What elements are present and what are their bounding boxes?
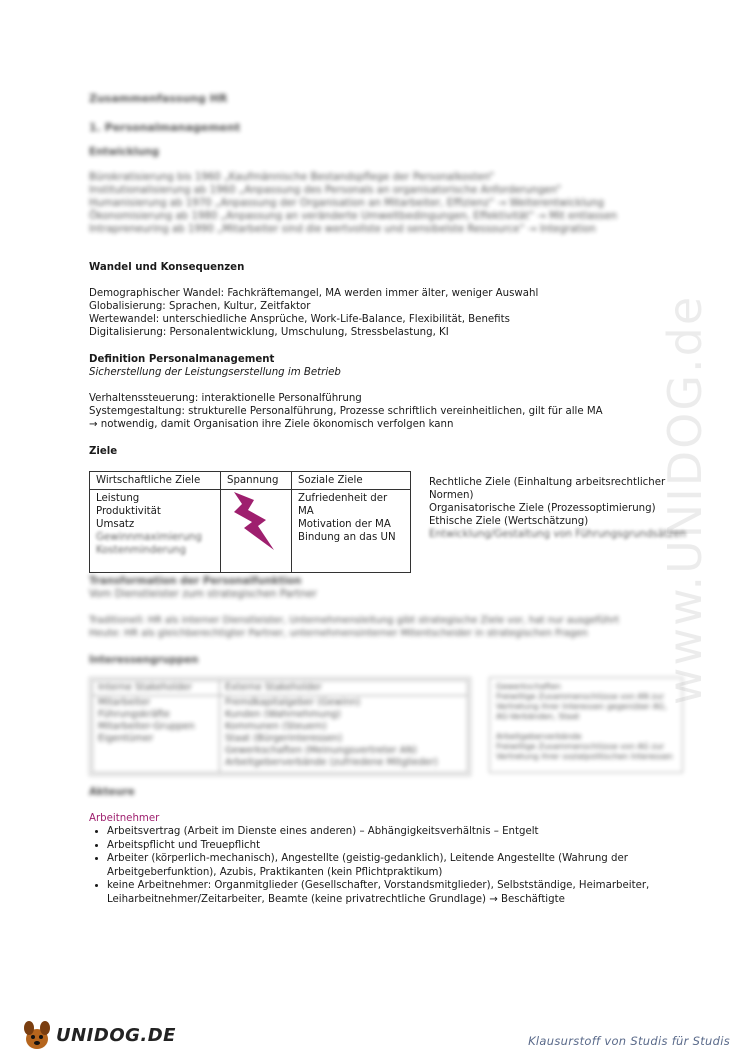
section-arbeitnehmer xyxy=(89,812,689,906)
stakeholder-table xyxy=(92,680,468,773)
stake-item: Mitarbeiter xyxy=(98,697,151,708)
stake-item: Kunden (Wahrnehmung) xyxy=(225,709,341,720)
box-line: Vertretung ihrer sozialpolitischen Interessen xyxy=(496,752,673,761)
text-line: Wertewandel: unterschiedliche Ansprüche, Work-Life-Balance, Flexibilität, Benefits xyxy=(89,314,510,325)
text-line: Digitalisierung: Personalentwicklung, Umschulung, Stressbelastung, KI xyxy=(89,327,449,338)
text-line: Traditionell: HR als interner Dienstleister, Unternehmensleitung gibt strategische Ziele vor, hat nur ausgeführt xyxy=(89,615,619,626)
stake-item: Führungskräfte xyxy=(98,709,170,720)
doc-title: Zusammenfassung HR xyxy=(89,92,228,105)
text-line: → notwendig, damit Organisation ihre Ziele ökonomisch verfolgen kann xyxy=(89,419,454,430)
text-line: Globalisierung: Sprachen, Kultur, Zeitfaktor xyxy=(89,301,311,312)
goal-item: Motivation der MA xyxy=(298,519,391,530)
logo-text: UNIDOG.DE xyxy=(56,1024,176,1046)
text-line: Verhaltenssteuerung: interaktionelle Personalführung xyxy=(89,393,362,404)
goal-item-blurred: Gewinnmaximierung xyxy=(96,532,202,543)
goal-item: Umsatz xyxy=(96,519,135,530)
goal-item: Zufriedenheit der MA xyxy=(298,493,388,517)
list-item: • Arbeitsvertrag (Arbeit im Dienste eines anderen) – Abhängigkeitsverhältnis – Entgelt xyxy=(107,825,689,839)
section-title: 1. Personalmanagement xyxy=(89,121,241,134)
section-definition xyxy=(89,353,603,431)
stake-item: Mitarbeiter-Gruppen xyxy=(98,721,195,732)
heading-ziele: Ziele xyxy=(89,446,118,457)
box-line: AG-Verbänden, Staat xyxy=(496,712,580,721)
transformation-subtitle: Vom Dienstleister zum strategischen Partner xyxy=(89,589,317,600)
box-line: Gewerkschaften xyxy=(496,682,561,691)
box-line: Freiwillige Zusammenschlüsse von AG zur xyxy=(496,742,665,751)
text-line: Systemgestaltung: strukturelle Personalführung, Prozesse schriftlich vereinheitlichen, gilt für alle MA xyxy=(89,406,603,417)
side-goals xyxy=(429,476,686,541)
external-cell xyxy=(220,696,468,773)
text-line: Demographischer Wandel: Fachkräftemangel, MA werden immer älter, weniger Auswahl xyxy=(89,288,539,299)
heading-interessengruppen: Interessengruppen xyxy=(89,655,199,666)
stake-item: Eigentümer xyxy=(98,733,154,744)
header-soziale-ziele: Soziale Ziele xyxy=(292,472,411,490)
stake-item: Kommunen (Steuern) xyxy=(225,721,327,732)
text-line: Intrapreneuring ab 1990 „Mitarbeiter sind die wertvollste und sensibelste Ressource“ → Integration xyxy=(89,224,596,235)
text-line: Bürokratisierung bis 1960 „Kaufmännische Bestandspflege der Personalkosten“ xyxy=(89,172,495,183)
unidog-logo xyxy=(20,1018,176,1052)
header-internal: Interne Stakeholder xyxy=(93,681,220,696)
list-item: • keine Arbeitnehmer: Organmitglieder (Gesellschafter, Vorstandsmitglieder), Selbstständige, Heimarbeiter, Leiharbeitnehmer/Zeitarbeiter, Beamte (keine privatrechtliche Grundlage) → Beschäftigte xyxy=(107,879,689,906)
heading-wandel: Wandel und Konsequenzen xyxy=(89,262,245,273)
header-wirtschaftliche-ziele: Wirtschaftliche Ziele xyxy=(90,472,221,490)
arbeitnehmer-list xyxy=(89,825,689,906)
watermark: www.UNIDOG.de xyxy=(658,294,712,706)
text-line: Institutionalisierung ab 1960 „Anpassung des Personals an organisatorische Anforderungen“ xyxy=(89,185,562,196)
subhead-entwicklung: Entwicklung xyxy=(89,147,160,158)
blurred-intro xyxy=(89,92,617,236)
stake-item: Staat (Bürgerinteressen) xyxy=(225,733,343,744)
text-line: Organisatorische Ziele (Prozessoptimierung) xyxy=(429,503,656,514)
internal-cell xyxy=(93,696,220,773)
definition-subtitle: Sicherstellung der Leistungserstellung im Betrieb xyxy=(89,367,341,378)
stake-item: Arbeitgeberverbände (zufriedene Mitglieder) xyxy=(225,757,438,768)
heading-akteure: Akteure xyxy=(89,787,135,798)
goal-item: Produktivität xyxy=(96,506,161,517)
text-line: Ethische Ziele (Wertschätzung) xyxy=(429,516,589,527)
list-item: • Arbeiter (körperlich-mechanisch), Angestellte (geistig-gedanklich), Leitende Angestellte (Wahrung der Arbeitgeberfunktion), Azubis, Praktikanten (kein Pflichtpraktikum) xyxy=(107,852,689,879)
heading-transformation: Transformation der Personalfunktion xyxy=(89,576,302,587)
list-item: • Arbeitspflicht und Treuepflicht xyxy=(107,839,689,853)
box-line: Vertretung ihrer Interessen gegenüber AG, xyxy=(496,702,667,711)
text-line-blurred: Entwicklung/Gestaltung von Führungsgrundsätzen xyxy=(429,529,687,540)
box-line: Freiwillige Zusammenschlüsse von AN zur xyxy=(496,692,664,701)
entwicklung-lines xyxy=(89,171,617,236)
text-line: Normen) xyxy=(429,490,474,501)
heading-definition: Definition Personalmanagement xyxy=(89,354,275,365)
left-goals-cell xyxy=(90,490,221,573)
stake-item: Fremdkapitalgeber (Gewinn) xyxy=(225,697,361,708)
stake-item: Gewerkschaften (Meinungsvertreter AN) xyxy=(225,745,417,756)
goal-item: Leistung xyxy=(96,493,140,504)
text-line: Ökonomisierung ab 1980 „Anpassung an veränderte Umweltbedingungen, Effektivität“ → Mit entlassen xyxy=(89,211,618,222)
footer-tagline: Klausurstoff von Studis für Studis xyxy=(528,1034,730,1048)
text-line: Heute: HR als gleichberechtigter Partner, unternehmensinterner Mitentscheider in strategischen Fragen xyxy=(89,628,588,639)
verbaende-box xyxy=(489,677,683,773)
header-spannung: Spannung xyxy=(221,472,292,490)
dog-mascot-icon xyxy=(20,1018,54,1052)
goal-item: Bindung an das UN xyxy=(298,532,396,543)
heading-arbeitnehmer: Arbeitnehmer xyxy=(89,813,160,824)
blurred-transformation xyxy=(89,575,619,667)
text-line: Rechtliche Ziele (Einhaltung arbeitsrechtlicher xyxy=(429,477,666,488)
text-line: Humanisierung ab 1970 „Anpassung der Organisation an Mitarbeiter, Effizienz“ → Weiterentwicklung xyxy=(89,198,604,209)
lightning-bolt-icon xyxy=(230,490,276,554)
stakeholder-table-wrap xyxy=(89,677,471,776)
goal-item-blurred: Kostenminderung xyxy=(96,545,186,556)
header-external: Externe Stakeholder xyxy=(220,681,468,696)
right-goals-cell xyxy=(292,490,411,573)
section-wandel xyxy=(89,261,538,339)
box-line: Arbeitgeberverbände xyxy=(496,732,582,741)
